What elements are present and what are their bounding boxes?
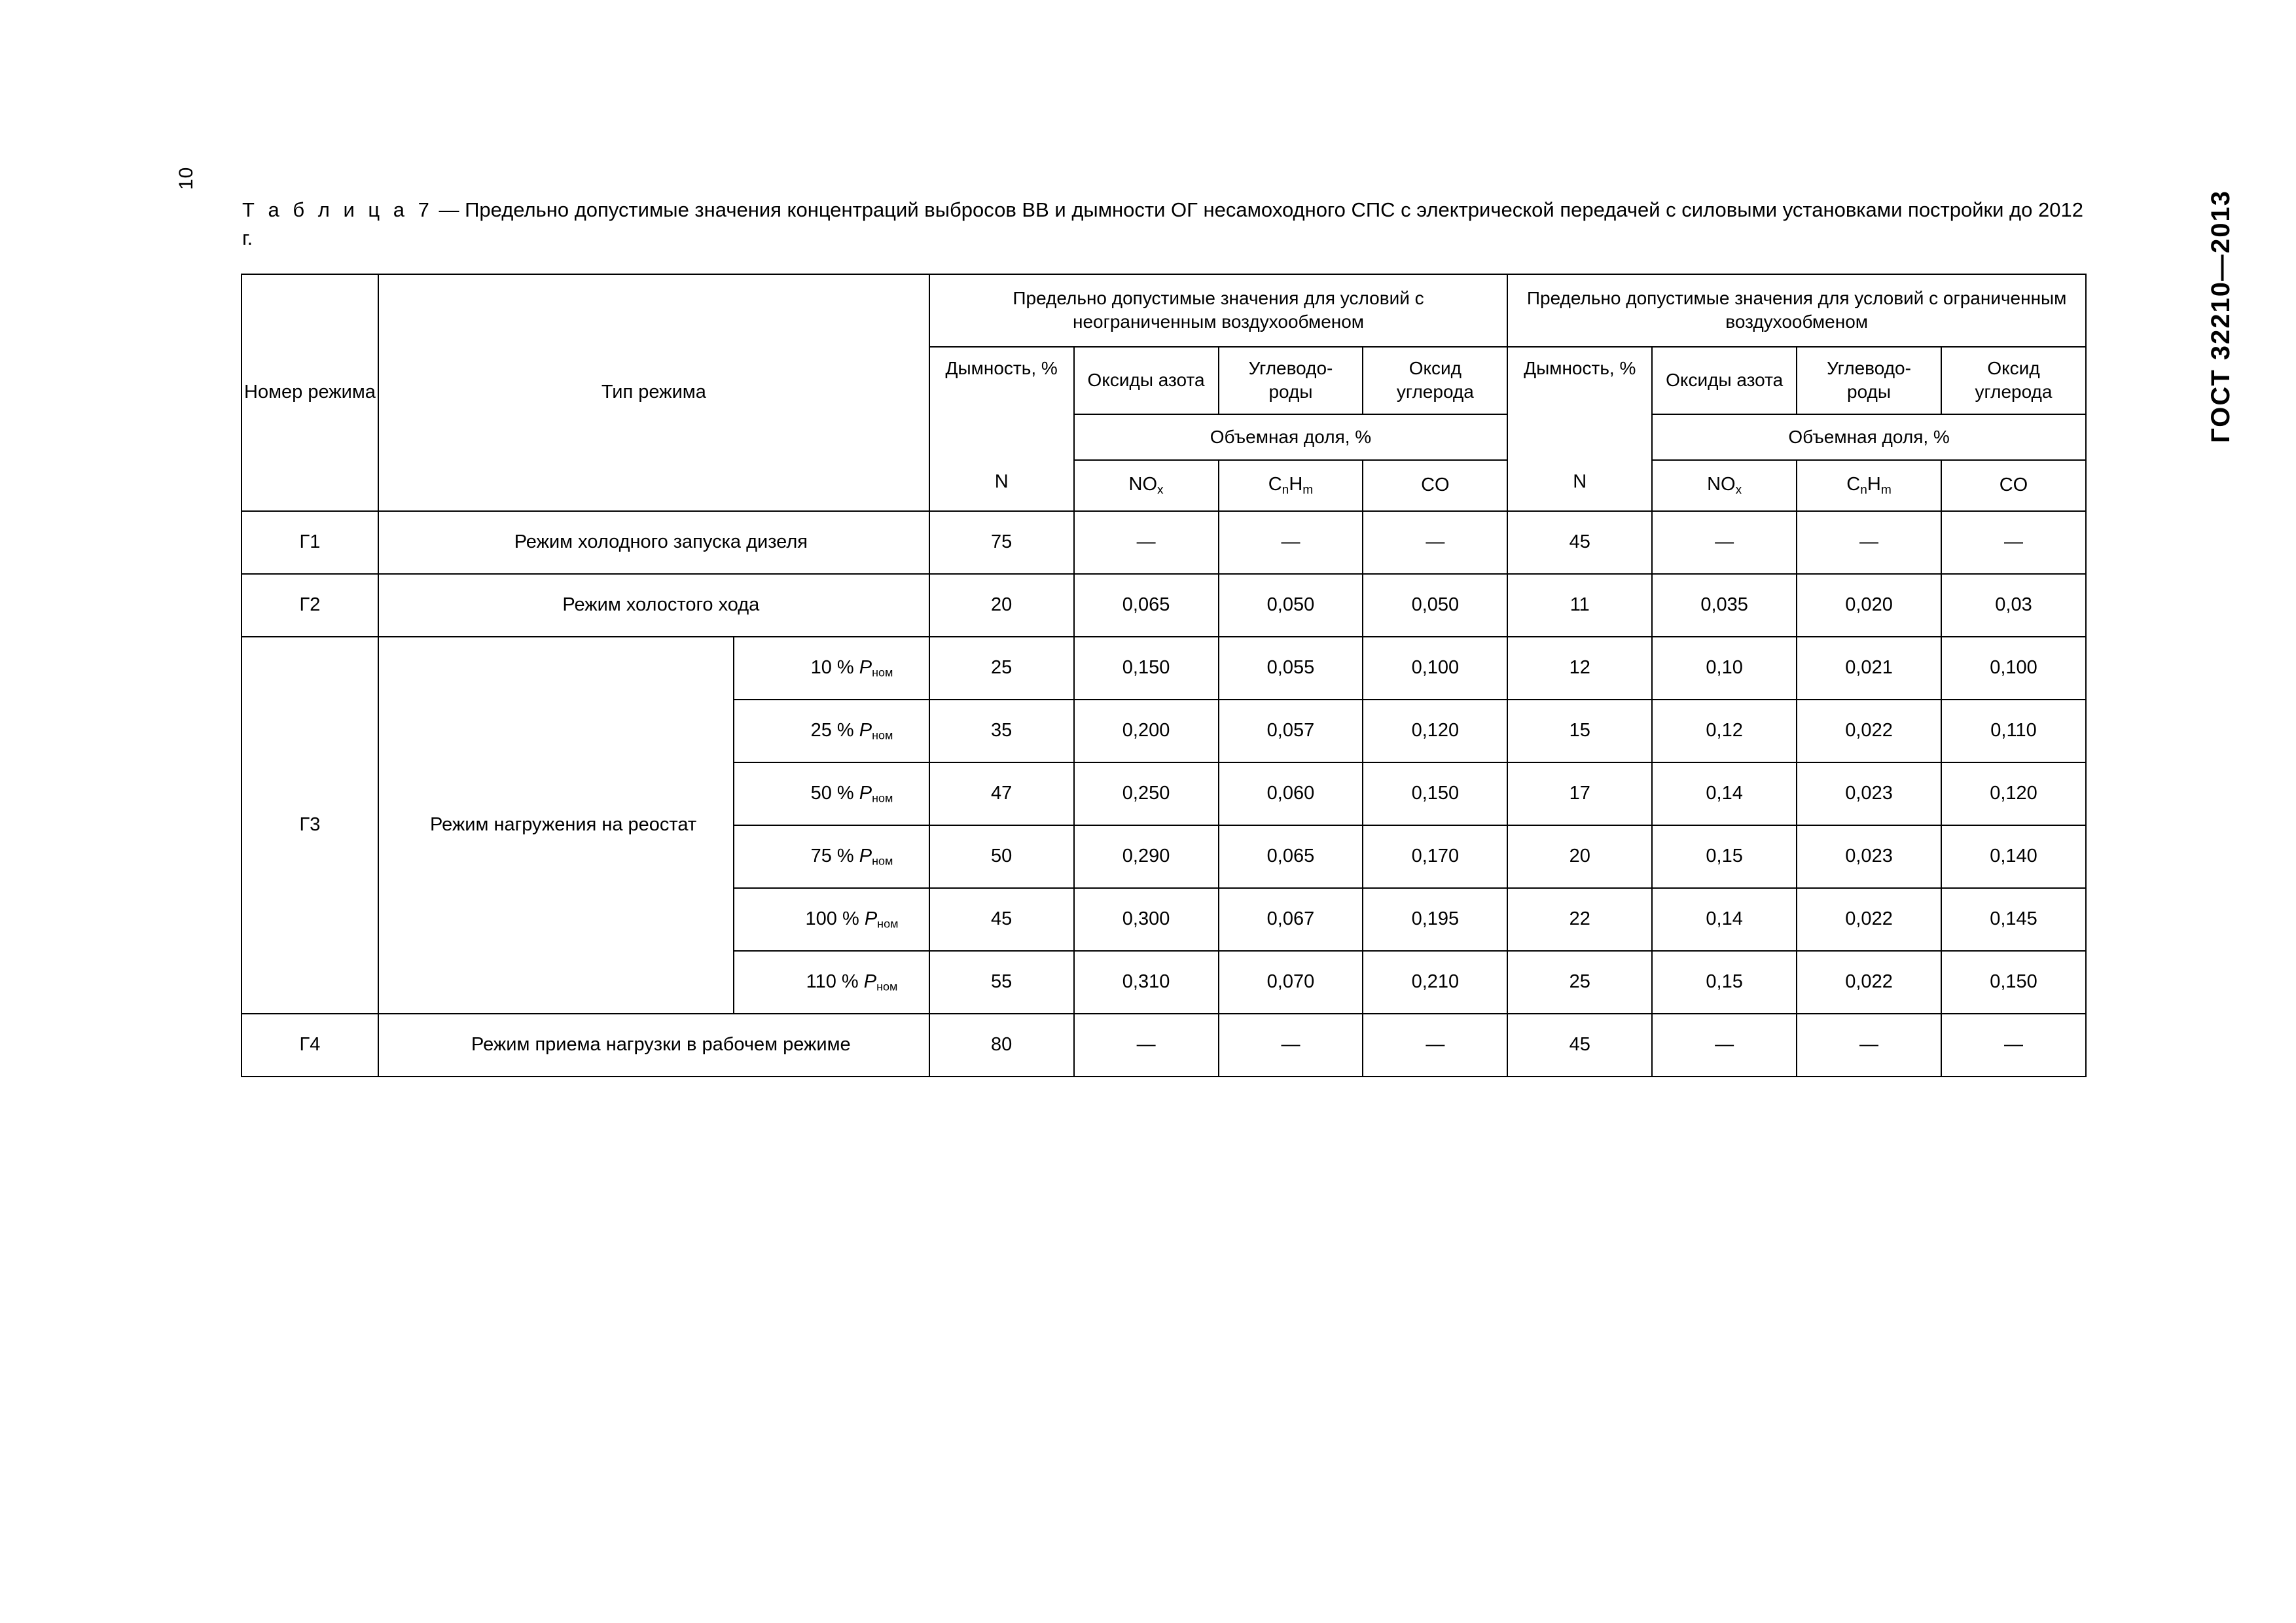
cell-co-limited: — — [1941, 511, 2086, 574]
cell-smoke-limited: 17 — [1507, 762, 1652, 825]
cell-co-limited: 0,110 — [1941, 700, 2086, 762]
cell-mode-type: Режим нагружения на реостат — [378, 637, 734, 1014]
cell-hc-limited: 0,020 — [1797, 574, 1941, 637]
cell-co-unlimited: 0,120 — [1363, 700, 1507, 762]
cell-smoke-unlimited: 80 — [929, 1014, 1074, 1077]
cell-nox-unlimited: 0,250 — [1074, 762, 1219, 825]
cell-nox-unlimited: 0,290 — [1074, 825, 1219, 888]
table-row — [242, 574, 2086, 637]
load-step-value: 110 % — [806, 971, 859, 993]
cell-hc-limited: 0,022 — [1797, 951, 1941, 1014]
cell-load-step — [734, 825, 929, 888]
cell-co-unlimited: 0,100 — [1363, 637, 1507, 700]
cell-hc-unlimited: 0,055 — [1219, 637, 1363, 700]
load-step-value: 100 % — [805, 908, 859, 930]
cell-mode-number: Г3 — [242, 637, 378, 1014]
power-subscript: ном — [872, 854, 893, 868]
power-symbol: P — [859, 657, 872, 679]
header-mode-number: Номер режима — [242, 274, 378, 511]
header-group-limited: Предельно допустимые значения для условий с ограниченным воздухообменом — [1507, 274, 2086, 347]
header-group-unlimited: Предельно допустимые значения для условий с неограниченным воздухообменом — [929, 274, 1508, 347]
load-step-value: 10 % — [810, 657, 854, 679]
power-symbol: P — [859, 846, 872, 867]
load-step-value: 50 % — [810, 783, 854, 804]
cell-smoke-unlimited: 47 — [929, 762, 1074, 825]
cell-smoke-limited: 12 — [1507, 637, 1652, 700]
cell-hc-limited: 0,023 — [1797, 825, 1941, 888]
symbol-co-limited: CO — [1941, 460, 2086, 511]
cell-co-limited: 0,100 — [1941, 637, 2086, 700]
power-subscript: ном — [872, 791, 893, 805]
cell-hc-limited: — — [1797, 511, 1941, 574]
cell-nox-unlimited: — — [1074, 511, 1219, 574]
power-subscript: ном — [872, 666, 893, 679]
header-nox-unlimited: Оксиды азота — [1074, 347, 1219, 414]
table-caption — [242, 196, 2094, 253]
header-nox-limited: Оксиды азота — [1652, 347, 1797, 414]
cell-hc-limited: 0,022 — [1797, 700, 1941, 762]
cell-co-unlimited: 0,195 — [1363, 888, 1507, 951]
cell-smoke-limited: 45 — [1507, 511, 1652, 574]
table-caption-dash: — — [433, 198, 465, 221]
cell-smoke-limited: 20 — [1507, 825, 1652, 888]
cell-smoke-limited: 11 — [1507, 574, 1652, 637]
cell-smoke-unlimited: 20 — [929, 574, 1074, 637]
cell-mode-type: Режим приема нагрузки в рабочем режиме — [378, 1014, 929, 1077]
cell-co-limited: 0,145 — [1941, 888, 2086, 951]
header-mode-type: Тип режима — [378, 274, 929, 511]
symbol-smoke: N — [1573, 471, 1587, 493]
cell-hc-limited: 0,021 — [1797, 637, 1941, 700]
cell-nox-limited: 0,10 — [1652, 637, 1797, 700]
cell-nox-limited: 0,12 — [1652, 700, 1797, 762]
cell-mode-number: Г4 — [242, 1014, 378, 1077]
header-hc-limited: Углеводо- роды — [1797, 347, 1941, 414]
cell-co-unlimited: 0,170 — [1363, 825, 1507, 888]
emissions-limits-table — [241, 274, 2087, 1077]
symbol-co-unlimited: CO — [1363, 460, 1507, 511]
cell-smoke-limited: 22 — [1507, 888, 1652, 951]
cell-hc-unlimited: 0,067 — [1219, 888, 1363, 951]
cell-hc-unlimited: 0,050 — [1219, 574, 1363, 637]
power-subscript: ном — [877, 917, 899, 931]
cell-nox-unlimited: 0,150 — [1074, 637, 1219, 700]
cell-hc-limited: — — [1797, 1014, 1941, 1077]
header-volume-fraction-limited: Объемная доля, % — [1652, 414, 2086, 460]
page-number: 10 — [175, 166, 197, 190]
table-caption-label: Т а б л и ц а 7 — [242, 198, 433, 221]
cell-load-step — [734, 637, 929, 700]
cell-nox-limited: 0,14 — [1652, 762, 1797, 825]
cell-hc-limited: 0,022 — [1797, 888, 1941, 951]
power-symbol: P — [859, 720, 872, 741]
table-row — [242, 511, 2086, 574]
cell-mode-number: Г1 — [242, 511, 378, 574]
cell-nox-unlimited: — — [1074, 1014, 1219, 1077]
cell-smoke-unlimited: 25 — [929, 637, 1074, 700]
load-step-value: 75 % — [810, 846, 854, 867]
cell-co-unlimited: — — [1363, 511, 1507, 574]
cell-nox-unlimited: 0,300 — [1074, 888, 1219, 951]
cell-hc-limited: 0,023 — [1797, 762, 1941, 825]
table-row — [242, 1014, 2086, 1077]
cell-co-limited: 0,140 — [1941, 825, 2086, 888]
header-co-unlimited: Оксид углерода — [1363, 347, 1507, 414]
header-hc-unlimited: Углеводо- роды — [1219, 347, 1363, 414]
power-subscript: ном — [876, 980, 898, 993]
header-smoke-unlimited: Дымность, % N — [929, 347, 1074, 511]
load-step-value: 25 % — [810, 720, 854, 741]
cell-load-step — [734, 700, 929, 762]
symbol-nox-unlimited: $NO_x$ — [1074, 460, 1219, 511]
cell-mode-type: Режим холодного запуска дизеля — [378, 511, 929, 574]
cell-nox-limited: 0,15 — [1652, 951, 1797, 1014]
cell-smoke-unlimited: 45 — [929, 888, 1074, 951]
header-co-limited: Оксид углерода — [1941, 347, 2086, 414]
cell-hc-unlimited: — — [1219, 511, 1363, 574]
cell-smoke-limited: 25 — [1507, 951, 1652, 1014]
cell-co-limited: 0,150 — [1941, 951, 2086, 1014]
cell-co-unlimited: 0,210 — [1363, 951, 1507, 1014]
cell-mode-type: Режим холостого хода — [378, 574, 929, 637]
cell-smoke-unlimited: 50 — [929, 825, 1074, 888]
cell-mode-number: Г2 — [242, 574, 378, 637]
header-volume-fraction-unlimited: Объемная доля, % — [1074, 414, 1508, 460]
table-row — [242, 637, 2086, 700]
cell-nox-limited: — — [1652, 511, 1797, 574]
cell-smoke-unlimited: 55 — [929, 951, 1074, 1014]
cell-smoke-limited: 45 — [1507, 1014, 1652, 1077]
symbol-hc-limited: $C_nH_m$ — [1797, 460, 1941, 511]
cell-co-unlimited: — — [1363, 1014, 1507, 1077]
cell-co-limited: 0,03 — [1941, 574, 2086, 637]
table-caption-text: Предельно допустимые значения концентраций выбросов ВВ и дымности ОГ несамоходного СПС с электрической передачей с силовыми установками постройки до 2012 г. — [242, 198, 2083, 249]
cell-smoke-limited: 15 — [1507, 700, 1652, 762]
cell-hc-unlimited: 0,070 — [1219, 951, 1363, 1014]
cell-co-limited: 0,120 — [1941, 762, 2086, 825]
cell-co-unlimited: 0,050 — [1363, 574, 1507, 637]
power-symbol: P — [859, 783, 872, 804]
standard-designation: ГОСТ 32210—2013 — [2206, 190, 2235, 443]
cell-load-step — [734, 762, 929, 825]
power-symbol: P — [864, 908, 878, 930]
cell-nox-unlimited: 0,310 — [1074, 951, 1219, 1014]
symbol-nox-limited: $NO_x$ — [1652, 460, 1797, 511]
cell-smoke-unlimited: 35 — [929, 700, 1074, 762]
cell-nox-unlimited: 0,065 — [1074, 574, 1219, 637]
power-subscript: ном — [872, 728, 893, 742]
cell-nox-limited: 0,14 — [1652, 888, 1797, 951]
cell-nox-limited: — — [1652, 1014, 1797, 1077]
cell-hc-unlimited: 0,057 — [1219, 700, 1363, 762]
cell-nox-unlimited: 0,200 — [1074, 700, 1219, 762]
cell-nox-limited: 0,035 — [1652, 574, 1797, 637]
cell-co-unlimited: 0,150 — [1363, 762, 1507, 825]
symbol-hc-unlimited: $C_nH_m$ — [1219, 460, 1363, 511]
header-smoke-limited: Дымность, % N — [1507, 347, 1652, 511]
cell-hc-unlimited: — — [1219, 1014, 1363, 1077]
cell-load-step — [734, 951, 929, 1014]
cell-hc-unlimited: 0,060 — [1219, 762, 1363, 825]
cell-nox-limited: 0,15 — [1652, 825, 1797, 888]
cell-load-step — [734, 888, 929, 951]
power-symbol: P — [863, 971, 877, 993]
symbol-smoke: N — [994, 471, 1009, 493]
cell-smoke-unlimited: 75 — [929, 511, 1074, 574]
cell-hc-unlimited: 0,065 — [1219, 825, 1363, 888]
cell-co-limited: — — [1941, 1014, 2086, 1077]
